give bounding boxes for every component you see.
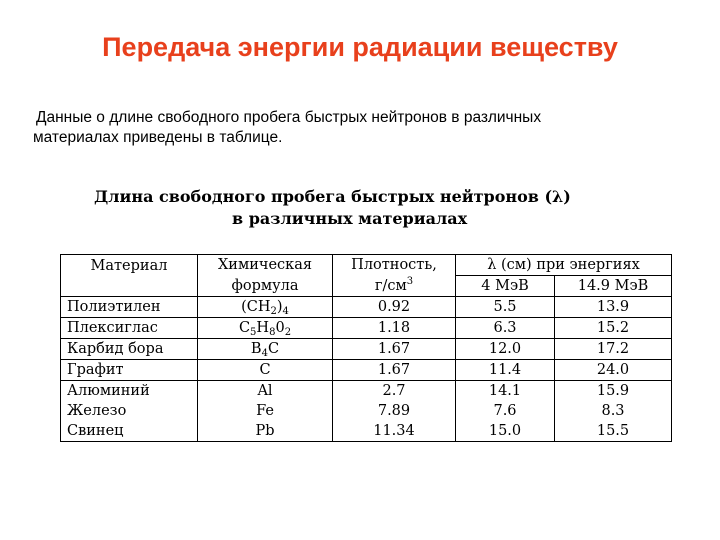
cell-material: Карбид бора bbox=[61, 339, 198, 360]
cell-density: 7.89 bbox=[333, 401, 456, 421]
cell-lambda-4mev: 14.1 bbox=[456, 381, 555, 402]
cell-lambda-4mev: 7.6 bbox=[456, 401, 555, 421]
table-row bbox=[61, 360, 672, 381]
header-row-1 bbox=[61, 255, 672, 276]
table-title-line-1: Длина свободного пробега быстрых нейтронов (λ) bbox=[94, 187, 571, 206]
cell-formula: Fe bbox=[198, 401, 333, 421]
table-title-line-2: в различных материалах bbox=[232, 209, 468, 228]
table-row bbox=[61, 297, 672, 318]
cell-density: 1.67 bbox=[333, 360, 456, 381]
header-density-line-2 bbox=[333, 276, 456, 297]
table-row bbox=[61, 318, 672, 339]
cell-material: Плексиглас bbox=[61, 318, 198, 339]
header-formula-line-2: формула bbox=[198, 276, 333, 297]
density-unit-exponent: 3 bbox=[406, 275, 414, 287]
formula-subscript: 4 bbox=[261, 348, 268, 359]
cell-lambda-14-9mev: 24.0 bbox=[555, 360, 672, 381]
table-row bbox=[61, 339, 672, 360]
cell-material: Свинец bbox=[61, 421, 198, 442]
cell-lambda-14-9mev: 8.3 bbox=[555, 401, 672, 421]
formula-subscript: 2 bbox=[284, 327, 292, 338]
cell-lambda-4mev: 15.0 bbox=[456, 421, 555, 442]
header-formula-line-1: Химическая bbox=[198, 255, 333, 276]
neutron-path-table bbox=[60, 254, 672, 442]
formula-subscript: 4 bbox=[282, 306, 289, 317]
cell-density: 2.7 bbox=[333, 381, 456, 402]
formula-part: H bbox=[256, 320, 270, 336]
formula-part: B bbox=[250, 341, 262, 357]
cell-lambda-4mev: 5.5 bbox=[456, 297, 555, 318]
cell-density: 1.67 bbox=[333, 339, 456, 360]
cell-material: Полиэтилен bbox=[61, 297, 198, 318]
cell-lambda-4mev: 11.4 bbox=[456, 360, 555, 381]
formula-part: (CH bbox=[241, 299, 271, 315]
cell-lambda-14-9mev: 15.2 bbox=[555, 318, 672, 339]
cell-lambda-4mev: 12.0 bbox=[456, 339, 555, 360]
cell-lambda-4mev: 6.3 bbox=[456, 318, 555, 339]
density-unit: г/см bbox=[374, 277, 407, 294]
formula-part: ) bbox=[276, 299, 283, 315]
cell-density: 1.18 bbox=[333, 318, 456, 339]
table-row bbox=[61, 381, 672, 402]
formula-subscript: 8 bbox=[269, 327, 276, 338]
cell-formula bbox=[198, 339, 333, 360]
cell-formula bbox=[198, 318, 333, 339]
formula-subscript: 5 bbox=[250, 327, 257, 338]
header-energy-14-9mev: 14.9 МэВ bbox=[555, 276, 672, 297]
cell-lambda-14-9mev: 15.9 bbox=[555, 381, 672, 402]
cell-material: Графит bbox=[61, 360, 198, 381]
cell-formula: Al bbox=[198, 381, 333, 402]
table-row bbox=[61, 421, 672, 442]
header-energy-4mev: 4 МэВ bbox=[456, 276, 555, 297]
formula-subscript: 2 bbox=[270, 306, 277, 317]
page-title: Передача энергии радиации веществу bbox=[102, 32, 618, 62]
cell-formula bbox=[198, 297, 333, 318]
intro-line-1: Данные о длине свободного пробега быстрых нейтронов в различных bbox=[36, 109, 542, 126]
cell-material: Алюминий bbox=[61, 381, 198, 402]
cell-lambda-14-9mev: 13.9 bbox=[555, 297, 672, 318]
header-density-line-1: Плотность, bbox=[333, 255, 456, 276]
header-material: Материал bbox=[61, 255, 198, 297]
intro-line-2: материалах приведены в таблице. bbox=[33, 129, 283, 146]
formula-part: C bbox=[267, 341, 280, 357]
header-lambda: λ (см) при энергиях bbox=[456, 255, 672, 276]
formula-part: 0 bbox=[275, 320, 285, 336]
cell-lambda-14-9mev: 17.2 bbox=[555, 339, 672, 360]
cell-formula: Pb bbox=[198, 421, 333, 442]
cell-formula: C bbox=[198, 360, 333, 381]
formula-part: C bbox=[238, 320, 251, 336]
table-row bbox=[61, 401, 672, 421]
cell-material: Железо bbox=[61, 401, 198, 421]
cell-density: 11.34 bbox=[333, 421, 456, 442]
intro-paragraph bbox=[33, 108, 673, 148]
cell-density: 0.92 bbox=[333, 297, 456, 318]
cell-lambda-14-9mev: 15.5 bbox=[555, 421, 672, 442]
